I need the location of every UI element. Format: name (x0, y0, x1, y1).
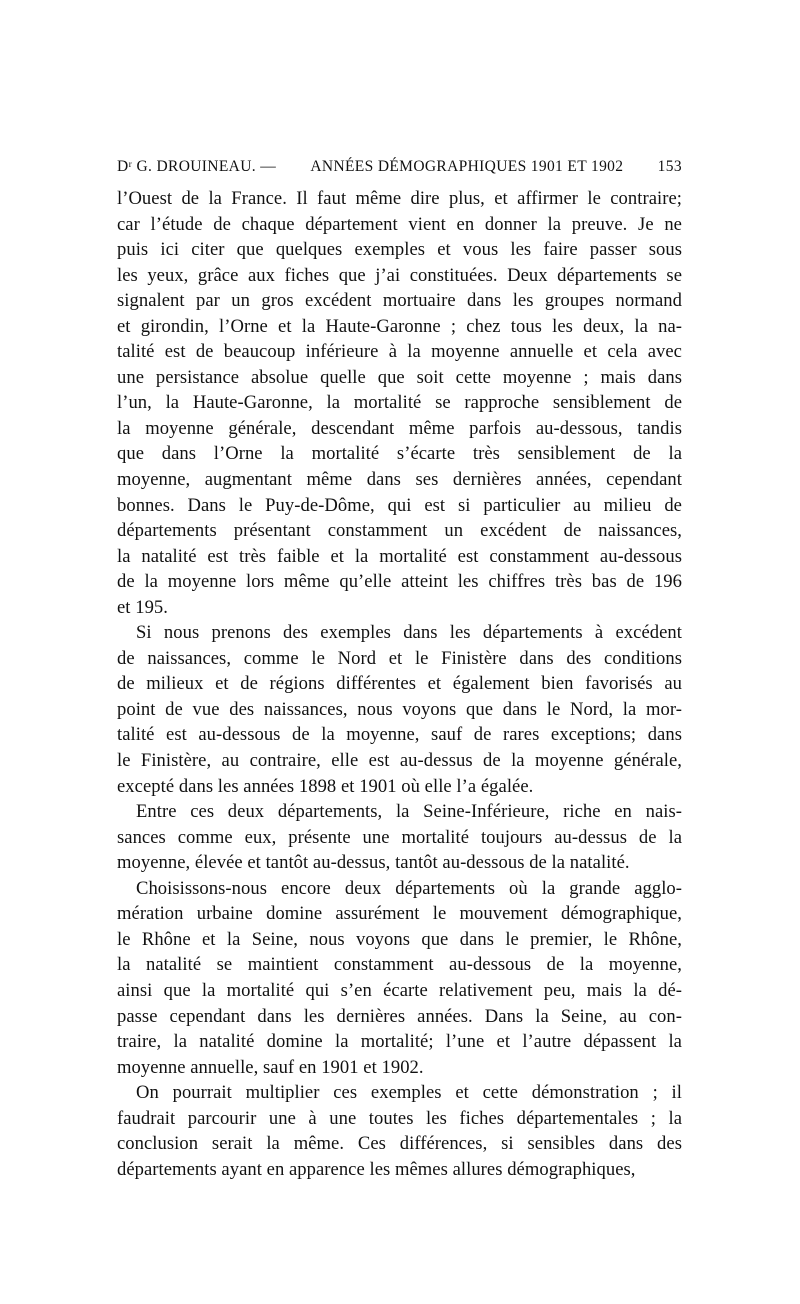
text-line: passe cependant dans les dernières années. Dans la Seine, au con- (117, 1005, 682, 1027)
text-line: et 195. (117, 596, 168, 618)
text-line: Entre ces deux départements, la Seine-Inférieure, riche en nais- (136, 801, 682, 823)
text-line: point de vue des naissances, nous voyons que dans le Nord, la mor- (117, 698, 682, 720)
text-line: On pourrait multiplier ces exemples et cette démonstration ; il (136, 1082, 682, 1104)
text-line: de la moyenne lors même qu’elle atteint les chiffres très bas de 196 (117, 571, 682, 593)
text-line: la moyenne générale, descendant même parfois au-dessous, tandis (117, 417, 682, 439)
text-line: Choisissons-nous encore deux départements où la grande agglo- (136, 877, 682, 899)
running-head (117, 158, 682, 180)
text-line: la natalité est très faible et la mortalité est constamment au-dessous (117, 545, 682, 567)
book-page (117, 158, 682, 1182)
text-line: moyenne, élevée et tantôt au-dessus, tantôt au-dessous de la natalité. (117, 852, 630, 874)
text-line: l’Ouest de la France. Il faut même dire plus, et affirmer le contraire; (117, 188, 682, 209)
running-head-author: Dʳ G. DROUINEAU. — (117, 158, 277, 175)
paragraph (117, 186, 682, 620)
text-line: de naissances, comme le Nord et le Finistère dans des conditions (117, 647, 682, 669)
text-line: car l’étude de chaque département vient en donner la preuve. Je ne (117, 213, 682, 235)
text-line: ainsi que la mortalité qui s’en écarte relativement peu, mais la dé- (117, 979, 682, 1001)
text-line: les yeux, grâce aux fiches que j’ai constituées. Deux départements se (117, 264, 682, 286)
page-number: 153 (657, 158, 682, 175)
text-line: départements présentant constamment un excédent de naissances, (117, 520, 682, 542)
text-line: moyenne annuelle, sauf en 1901 et 1902. (117, 1056, 424, 1078)
text-line: mération urbaine domine assurément le mouvement démographique, (117, 903, 682, 925)
paragraph (117, 799, 682, 876)
text-line: bonnes. Dans le Puy-de-Dôme, qui est si particulier au milieu de (117, 494, 682, 516)
text-line: faudrait parcourir une à une toutes les fiches départementales ; la (117, 1107, 682, 1129)
body-text (117, 186, 682, 1182)
text-line: une persistance absolue quelle que soit cette moyenne ; mais dans (117, 366, 682, 388)
text-line: conclusion serait la même. Ces différences, si sensibles dans des (117, 1133, 682, 1155)
text-line: excepté dans les années 1898 et 1901 où elle l’a égalée. (117, 775, 534, 797)
text-line: puis ici citer que quelques exemples et vous les faire passer sous (117, 239, 682, 261)
text-line: talité est au-dessous de la moyenne, sauf de rares exceptions; dans (117, 724, 682, 746)
text-line: Si nous prenons des exemples dans les départements à excédent (136, 622, 682, 644)
running-head-title: ANNÉES DÉMOGRAPHIQUES 1901 ET 1902 (310, 158, 624, 175)
paragraph (117, 1080, 682, 1182)
text-line: le Finistère, au contraire, elle est au-dessus de la moyenne générale, (117, 750, 682, 772)
paragraph (117, 876, 682, 1080)
text-line: traire, la natalité domine la mortalité; l’une et l’autre dépassent la (117, 1031, 682, 1053)
text-line: la natalité se maintient constamment au-dessous de la moyenne, (117, 954, 682, 976)
text-line: sances comme eux, présente une mortalité toujours au-dessus de la (117, 826, 682, 848)
text-line: départements ayant en apparence les mêmes allures démographiques, (117, 1158, 636, 1180)
text-line: et girondin, l’Orne et la Haute-Garonne ; chez tous les deux, la na- (117, 315, 682, 337)
text-line: de milieux et de régions différentes et également bien favorisés au (117, 673, 682, 695)
text-line: signalent par un gros excédent mortuaire dans les groupes normand (117, 290, 682, 312)
text-line: talité est de beaucoup inférieure à la moyenne annuelle et cela avec (117, 341, 682, 363)
text-line: que dans l’Orne la mortalité s’écarte très sensiblement de la (117, 443, 682, 465)
text-line: le Rhône et la Seine, nous voyons que dans le premier, le Rhône, (117, 928, 682, 950)
text-line: l’un, la Haute-Garonne, la mortalité se rapproche sensiblement de (117, 392, 682, 414)
paragraph (117, 620, 682, 799)
text-line: moyenne, augmentant même dans ses dernières années, cependant (117, 469, 682, 491)
